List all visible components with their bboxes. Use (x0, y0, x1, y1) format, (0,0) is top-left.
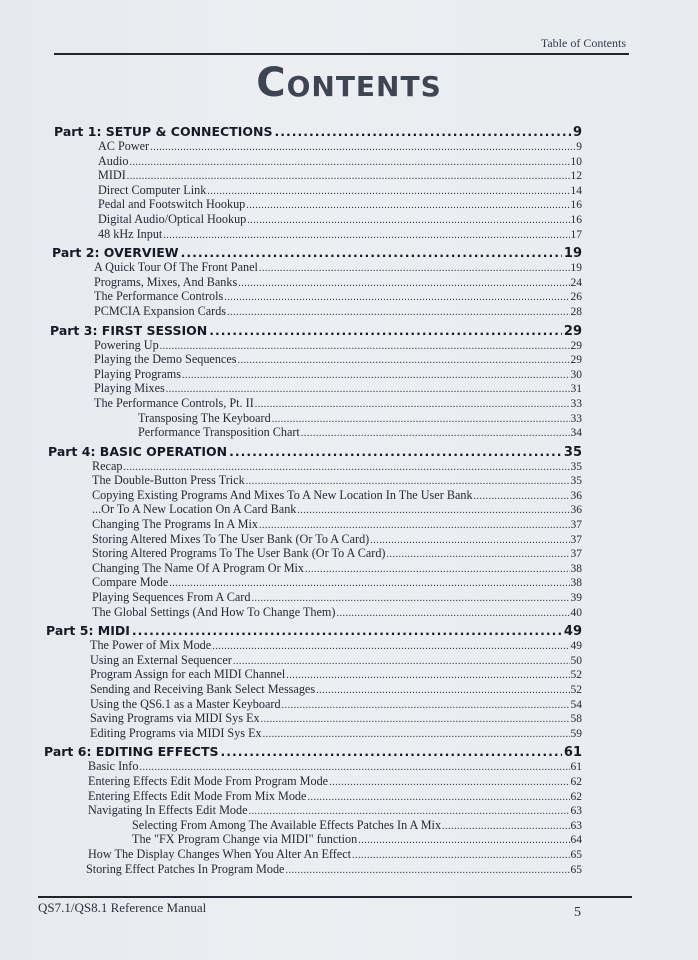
toc-entry (42, 847, 582, 862)
entry-page-number: 28 (570, 305, 582, 318)
toc-entry (42, 605, 582, 620)
leader-dots (229, 444, 562, 459)
leader-dots (316, 684, 569, 699)
entry-page-number: 64 (570, 834, 582, 847)
entry-title: Program Assign for each MIDI Channel (90, 667, 286, 682)
part-page-number: 49 (563, 624, 582, 640)
leader-dots (227, 306, 569, 321)
entry-title: AC Power (98, 139, 150, 153)
entry-title: The "FX Program Change via MIDI" function (132, 832, 358, 847)
entry-title: Storing Altered Programs To The User Bank (Or To A Card) (92, 546, 386, 561)
part-page-number: 61 (563, 745, 582, 761)
entry-title: The Double-Button Press Trick (92, 473, 245, 488)
entry-page-number: 62 (570, 775, 582, 788)
part-page-number: 9 (572, 125, 582, 140)
entry-page-number: 9 (576, 141, 582, 153)
entry-title: Playing Sequences From A Card (92, 590, 251, 605)
entry-title: Transposing The Keyboard (138, 410, 271, 425)
entry-title: The Performance Controls, Pt. II (94, 395, 254, 410)
toc-part-heading (42, 323, 582, 338)
toc-part-heading (42, 623, 582, 638)
toc-entry (42, 862, 582, 877)
leader-dots (129, 156, 569, 171)
part-title: Part 3: FIRST SESSION (50, 322, 208, 338)
entry-page-number: 63 (570, 819, 582, 832)
leader-dots (261, 713, 570, 728)
entry-page-number: 12 (570, 170, 582, 183)
entry-title: MIDI (98, 168, 126, 183)
entry-page-number: 39 (570, 592, 582, 605)
leader-dots (238, 354, 570, 369)
entry-title: Playing the Demo Sequences (94, 352, 237, 367)
leader-dots (255, 398, 570, 413)
toc-entry (42, 183, 582, 198)
entry-page-number: 38 (570, 577, 582, 590)
entry-page-number: 29 (570, 354, 582, 367)
entry-page-number: 62 (570, 790, 582, 803)
toc-entry (42, 502, 582, 517)
part-title: Part 2: OVERVIEW (52, 245, 179, 261)
part-title: Part 6: EDITING EFFECTS (44, 744, 219, 760)
leader-dots (285, 864, 569, 879)
part-page-number: 35 (563, 444, 582, 460)
toc-entry (42, 682, 582, 697)
entry-title: Performance Transposition Chart (138, 425, 300, 440)
entry-title: Pedal and Footswitch Hookup (98, 197, 246, 212)
toc-part-heading (42, 245, 582, 260)
leader-dots (352, 849, 569, 864)
page-title: Contents (256, 60, 442, 106)
entry-page-number: 19 (570, 262, 582, 275)
entry-title: The Power of Mix Mode (90, 638, 212, 653)
leader-dots (307, 791, 569, 806)
toc-entry (42, 638, 582, 653)
toc-entry (42, 197, 582, 212)
footer-page-number: 5 (574, 905, 581, 920)
toc-entry (42, 352, 582, 367)
toc-entry (42, 396, 582, 411)
leader-dots (220, 744, 561, 759)
leader-dots (286, 669, 569, 684)
entry-title: Playing Programs (94, 366, 182, 381)
entry-page-number: 33 (570, 397, 582, 410)
entry-page-number: 40 (570, 606, 582, 619)
leader-dots (209, 323, 562, 338)
leader-dots (297, 504, 569, 519)
entry-page-number: 52 (570, 684, 582, 696)
toc-entry (42, 411, 582, 426)
leader-dots (181, 245, 562, 260)
leader-dots (305, 563, 569, 578)
leader-dots (224, 291, 569, 306)
entry-title: Audio (98, 153, 129, 168)
entry-title: How The Display Changes When You Alter An Effect (88, 846, 352, 861)
part-title: Part 5: MIDI (46, 623, 130, 639)
toc-entry (42, 561, 582, 576)
header-rule (54, 53, 629, 55)
entry-page-number: 37 (570, 519, 582, 532)
part-page-number: 29 (563, 323, 582, 339)
leader-dots (247, 214, 569, 229)
toc-entry (42, 697, 582, 712)
entry-page-number: 49 (570, 640, 582, 653)
entry-title: Changing The Programs In A Mix (92, 517, 258, 532)
toc-entry (42, 517, 582, 532)
entry-page-number: 61 (570, 761, 582, 774)
toc-entry (42, 473, 582, 488)
toc-entry (42, 532, 582, 547)
entry-page-number: 24 (570, 276, 582, 289)
entry-title: PCMCIA Expansion Cards (94, 303, 227, 318)
toc-entry (42, 425, 582, 440)
toc-entry (42, 212, 582, 227)
entry-page-number: 10 (570, 155, 582, 168)
entry-title: Entering Effects Edit Mode From Program Mode (88, 773, 329, 788)
toc-part-heading (42, 444, 582, 459)
leader-dots (246, 199, 569, 214)
leader-dots (282, 699, 570, 714)
toc-entry (42, 546, 582, 561)
entry-title: 48 kHz Input (98, 226, 163, 241)
entry-title: Compare Mode (92, 575, 169, 590)
entry-title: Basic Info (88, 759, 139, 774)
toc-entry (42, 759, 582, 774)
leader-dots (132, 623, 562, 638)
entry-title: Programs, Mixes, And Banks (94, 274, 238, 289)
footer-manual-name: QS7.1/QS8.1 Reference Manual (38, 900, 207, 915)
entry-title: Navigating In Effects Edit Mode (88, 803, 248, 818)
entry-title: Sending and Receiving Bank Select Messages (90, 682, 316, 696)
entry-page-number: 63 (570, 805, 582, 818)
toc-entry (42, 667, 582, 682)
toc-entry (42, 227, 582, 242)
entry-page-number: 17 (570, 228, 582, 241)
entry-page-number: 16 (570, 199, 582, 212)
toc-entry (42, 726, 582, 741)
entry-page-number: 36 (570, 489, 582, 502)
entry-title: ...Or To A New Location On A Card Bank (92, 502, 297, 517)
entry-page-number: 37 (570, 548, 582, 561)
toc-entry (42, 575, 582, 590)
toc-part-heading (42, 124, 582, 139)
entry-page-number: 36 (570, 504, 582, 517)
toc-entry (42, 367, 582, 382)
entry-title: Selecting From Among The Available Effects Patches In A Mix (132, 817, 442, 832)
leader-dots (275, 124, 571, 139)
entry-page-number: 38 (570, 562, 582, 575)
entry-page-number: 50 (570, 654, 582, 667)
toc-entry (42, 711, 582, 726)
entry-page-number: 54 (570, 698, 582, 711)
entry-title: Powering Up (94, 337, 159, 352)
toc-entry (42, 338, 582, 353)
leader-dots (263, 728, 570, 743)
toc-entry (42, 832, 582, 847)
leader-dots (386, 548, 569, 563)
entry-page-number: 16 (570, 213, 582, 226)
entry-title: Saving Programs via MIDI Sys Ex (90, 711, 260, 726)
toc-entry (42, 289, 582, 304)
entry-title: Entering Effects Edit Mode From Mix Mode (88, 788, 307, 803)
entry-page-number: 26 (570, 291, 582, 304)
toc-entry (42, 653, 582, 668)
entry-title: A Quick Tour Of The Front Panel (94, 260, 258, 275)
toc-entry (42, 139, 582, 154)
leader-dots (329, 776, 569, 791)
leader-dots (182, 369, 569, 384)
toc-entry (42, 803, 582, 818)
entry-title: Editing Programs via MIDI Sys Ex (90, 725, 262, 740)
entry-title: Direct Computer Link (98, 182, 207, 197)
entry-title: Playing Mixes (94, 381, 165, 396)
toc-entry (42, 590, 582, 605)
part-page-number: 19 (563, 246, 582, 262)
entry-title: The Global Settings (And How To Change Them) (92, 604, 336, 619)
toc-entry (42, 304, 582, 319)
leader-dots (474, 490, 570, 505)
leader-dots (238, 277, 569, 292)
toc-entry (42, 168, 582, 183)
leader-dots (150, 141, 575, 156)
toc-entry (42, 818, 582, 833)
entry-title: Storing Effect Patches In Program Mode (86, 861, 285, 876)
entry-page-number: 65 (570, 848, 582, 861)
part-title: Part 1: SETUP & CONNECTIONS (54, 124, 273, 139)
entry-page-number: 65 (570, 863, 582, 876)
leader-dots (358, 834, 569, 849)
entry-page-number: 33 (570, 412, 582, 425)
entry-page-number: 37 (570, 533, 582, 546)
leader-dots (259, 262, 570, 277)
toc-entry (42, 459, 582, 474)
toc-entry (42, 789, 582, 804)
entry-title: Storing Altered Mixes To The User Bank (Or To A Card) (92, 531, 370, 546)
entry-page-number: 31 (570, 383, 582, 396)
footer-rule (38, 896, 632, 898)
leader-dots (301, 427, 570, 442)
entry-page-number: 59 (570, 727, 582, 740)
entry-page-number: 35 (570, 475, 582, 488)
entry-page-number: 52 (570, 669, 582, 682)
entry-page-number: 29 (570, 339, 582, 352)
entry-title: Changing The Name Of A Program Or Mix (92, 560, 305, 575)
running-header: Table of Contents (540, 36, 626, 50)
entry-title: The Performance Controls (94, 289, 224, 304)
toc-entry (42, 154, 582, 169)
leader-dots (207, 185, 569, 200)
toc-entry (42, 260, 582, 275)
leader-dots (442, 820, 569, 835)
toc-entry (42, 488, 582, 503)
toc-entry (42, 275, 582, 290)
leader-dots (272, 413, 570, 428)
entry-title: Using an External Sequencer (90, 652, 232, 667)
leader-dots (370, 534, 569, 549)
table-of-contents (42, 120, 582, 876)
entry-page-number: 58 (570, 713, 582, 726)
entry-title: Recap (92, 458, 123, 473)
toc-entry (42, 381, 582, 396)
leader-dots (212, 640, 569, 655)
entry-title: Using the QS6.1 as a Master Keyboard (90, 696, 281, 711)
toc-entry (42, 774, 582, 789)
entry-title: Digital Audio/Optical Hookup (98, 211, 247, 226)
entry-page-number: 14 (570, 184, 582, 197)
entry-page-number: 35 (570, 460, 582, 473)
entry-page-number: 34 (570, 427, 582, 440)
toc-part-heading (42, 744, 582, 759)
entry-title: Copying Existing Programs And Mixes To A New Location In The User Bank (92, 487, 473, 502)
entry-page-number: 30 (570, 368, 582, 381)
part-title: Part 4: BASIC OPERATION (48, 443, 228, 459)
leader-dots (163, 229, 569, 244)
leader-dots (336, 607, 569, 622)
